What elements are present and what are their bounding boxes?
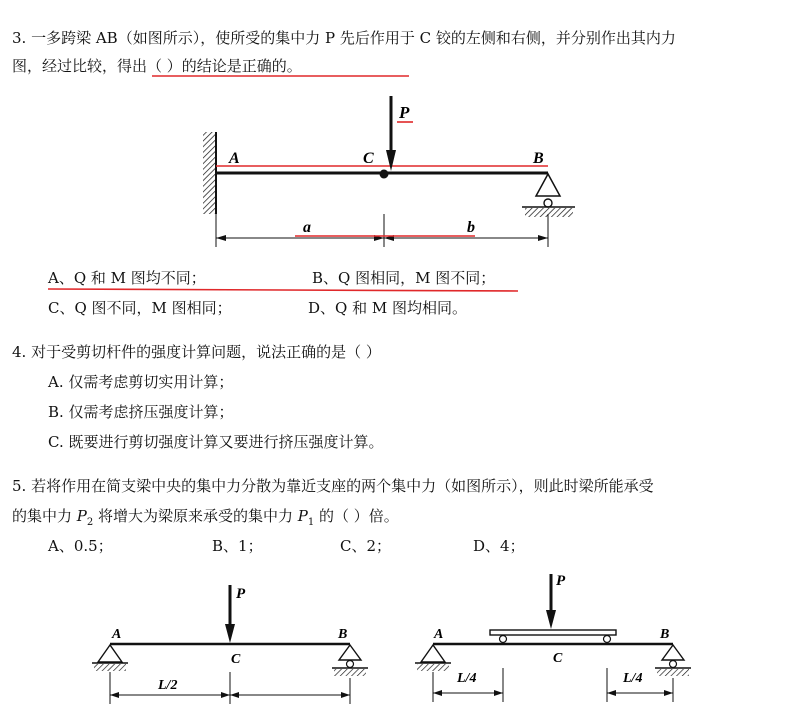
load-arrow-head bbox=[225, 624, 235, 643]
label-b: B bbox=[533, 150, 544, 167]
label-b: B bbox=[660, 627, 670, 642]
q3-beam-figure bbox=[195, 92, 585, 252]
label-a: A bbox=[112, 627, 122, 642]
label-dim-b: b bbox=[467, 219, 475, 236]
q5-p1-sub: 1 bbox=[307, 517, 315, 528]
q5-text-line1: 5. 若将作用在简支梁中央的集中力分散为靠近支座的两个集中力（如图所示），则此时梁所能承受 bbox=[12, 477, 654, 495]
support-a bbox=[421, 645, 445, 662]
label-a: A bbox=[434, 627, 444, 642]
q5-option-c: C、2； bbox=[340, 537, 392, 555]
label-c: C bbox=[231, 652, 241, 667]
q3-option-c: C、Q 图不同，M 图相同； bbox=[48, 299, 232, 317]
q5-p1-symbol: P bbox=[297, 507, 308, 525]
q3-option-a: A、Q 和 M 图均不同； bbox=[48, 269, 206, 287]
distribution-bar bbox=[490, 630, 616, 635]
support-a bbox=[98, 645, 122, 662]
label-dim-a: a bbox=[303, 219, 311, 236]
q3-options-underline bbox=[48, 289, 518, 291]
q5-option-b: B、1； bbox=[212, 537, 263, 555]
q5-option-d: D、4； bbox=[473, 537, 525, 555]
label-dim-right: L/4 bbox=[623, 671, 643, 686]
label-c: C bbox=[363, 150, 374, 167]
q4-text-line1: 4. 对于受剪切杆件的强度计算问题，说法正确的是（ ） bbox=[12, 343, 381, 361]
support-b-triangle bbox=[536, 174, 560, 196]
q5-p2-symbol: P bbox=[76, 507, 87, 525]
q5-line2-part1: 的集中力 bbox=[12, 507, 77, 525]
support-b bbox=[339, 645, 361, 660]
q4-option-b: B. 仅需考虑挤压强度计算； bbox=[48, 403, 234, 421]
label-a: A bbox=[229, 150, 240, 167]
label-p: P bbox=[556, 573, 566, 589]
q5-p2-sub: 2 bbox=[86, 517, 94, 528]
q5-text-line2 bbox=[12, 506, 399, 533]
support-b bbox=[662, 645, 684, 660]
load-arrow-head bbox=[546, 610, 556, 629]
q4-option-c: C. 既要进行剪切强度计算又要进行挤压强度计算。 bbox=[48, 433, 384, 451]
q4-option-a: A. 仅需考虑剪切实用计算； bbox=[48, 373, 234, 391]
q3-text-line2: 图，经过比较，得出（ ）的结论是正确的。 bbox=[12, 57, 302, 75]
fixed-wall bbox=[203, 132, 216, 214]
q3-text-line1: 3. 一多跨梁 AB（如图所示），使所受的集中力 P 先后作用于 C 铰的左侧和右侧，并分别作出其内力 bbox=[12, 29, 676, 47]
q5-line2-part3: 的（ ）倍。 bbox=[314, 507, 399, 525]
q3-option-b: B、Q 图相同，M 图不同； bbox=[312, 269, 496, 287]
load-arrow-head bbox=[386, 150, 396, 171]
q5-left-figure bbox=[85, 580, 375, 720]
q5-line2-part2: 将增大为梁原来承受的集中力 bbox=[93, 507, 298, 525]
label-p: P bbox=[399, 103, 410, 122]
q3-option-d: D、Q 和 M 图均相同。 bbox=[308, 299, 467, 317]
q5-right-figure bbox=[405, 568, 705, 720]
support-b-roller bbox=[544, 199, 552, 207]
q5-option-a: A、0.5； bbox=[48, 537, 113, 555]
label-b: B bbox=[338, 627, 348, 642]
label-p: P bbox=[236, 586, 246, 602]
label-dim: L/2 bbox=[158, 678, 178, 693]
support-b-hatch bbox=[525, 208, 573, 217]
label-c: C bbox=[553, 651, 563, 666]
hinge-c bbox=[380, 170, 389, 179]
label-dim-left: L/4 bbox=[457, 671, 477, 686]
